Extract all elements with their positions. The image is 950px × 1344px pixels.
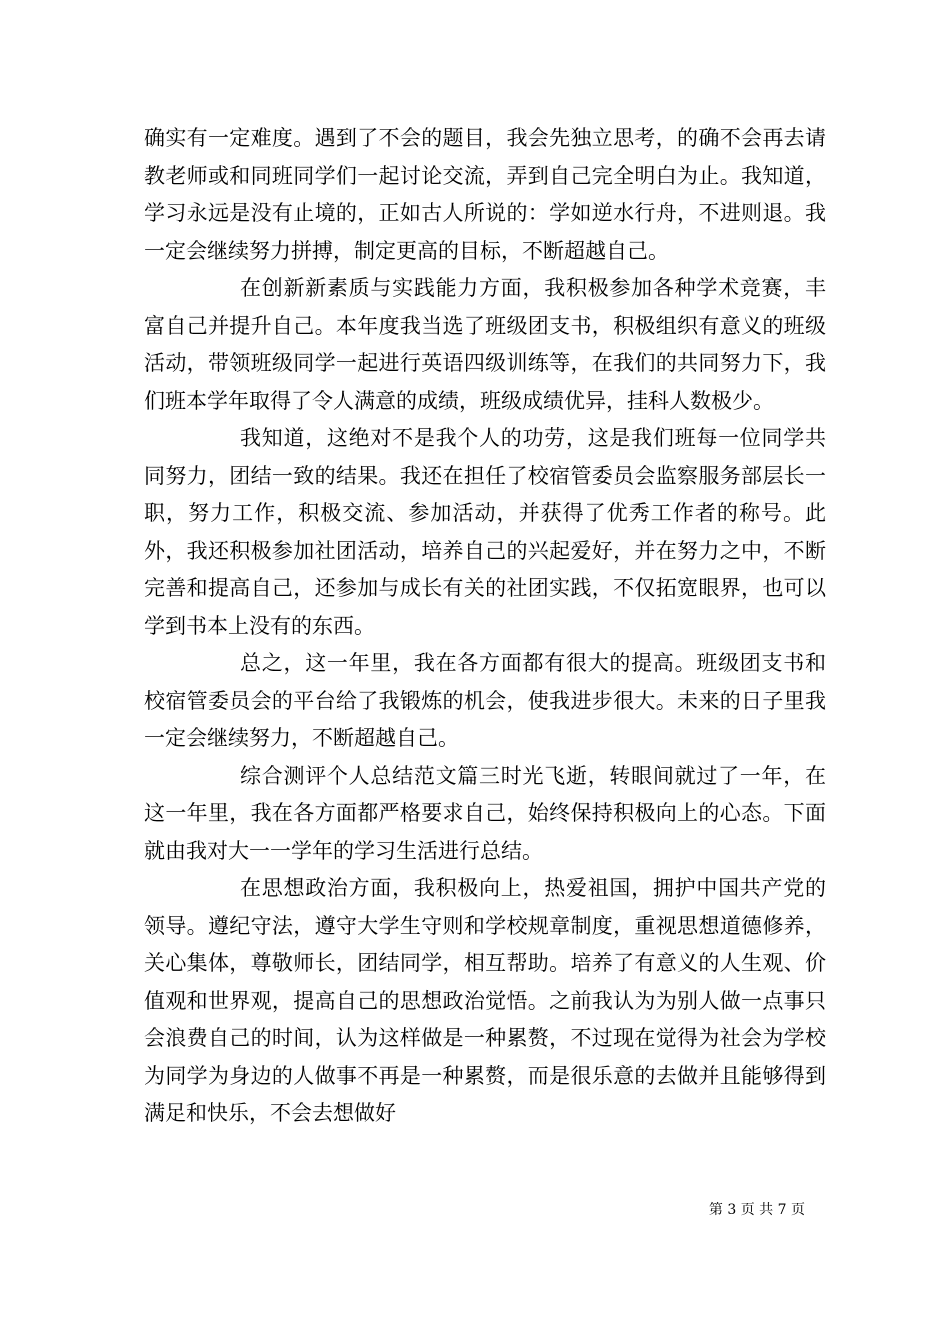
paragraph-6: 在思想政治方面，我积极向上，热爱祖国，拥护中国共产党的领导。遵纪守法，遵守大学生守则和学校规章制度，重视思想道德修养，关心集体，尊敬师长，团结同学，相互帮助。培养了有意义的人生观、价值观和世界观，提高自己的思想政治觉悟。之前我认为为别人做一点事只会浪费自己的时间，认为这样做是一种累赘，不过现在觉得为社会为学校为同学为身边的人做事不再是一种累赘，而是很乐意的去做并且能够得到满足和快乐，不会去想做好 [144, 876, 826, 1125]
paragraph-5: 综合测评个人总结范文篇三时光飞逝，转眼间就过了一年，在这一年里，我在各方面都严格要求自己，始终保持积极向上的心态。下面就由我对大一一学年的学习生活进行总结。 [144, 763, 826, 863]
paragraph-3: 我知道，这绝对不是我个人的功劳，这是我们班每一位同学共同努力，团结一致的结果。我还在担任了校宿管委员会监察服务部层长一职，努力工作，积极交流、参加活动，并获得了优秀工作者的称号。此外，我还积极参加社团活动，培养自己的兴起爱好，并在努力之中，不断完善和提高自己，还参加与成长有关的社团实践，不仅拓宽眼界，也可以学到书本上没有的东西。 [144, 426, 826, 638]
page-number-footer: 第 3 页 共 7 页 [708, 1202, 805, 1218]
paragraph-4: 总之，这一年里，我在各方面都有很大的提高。班级团支书和校宿管委员会的平台给了我锻炼的机会，使我进步很大。未来的日子里我一定会继续努力，不断超越自己。 [144, 651, 826, 750]
paragraph-1: 确实有一定难度。遇到了不会的题目，我会先独立思考，的确不会再去请教老师或和同班同学们一起讨论交流，弄到自己完全明白为止。我知道，学习永远是没有止境的，正如古人所说的：学如逆水行舟，不进则退。我一定会继续努力拼搏，制定更高的目标，不断超越自己。 [144, 126, 826, 263]
paragraph-2: 在创新新素质与实践能力方面，我积极参加各种学术竞赛，丰富自己并提升自己。本年度我当选了班级团支书，积极组织有意义的班级活动，带领班级同学一起进行英语四级训练等，在我们的共同努力下，我们班本学年取得了令人满意的成绩，班级成绩优异，挂科人数极少。 [144, 276, 826, 413]
document-body [144, 120, 826, 1133]
